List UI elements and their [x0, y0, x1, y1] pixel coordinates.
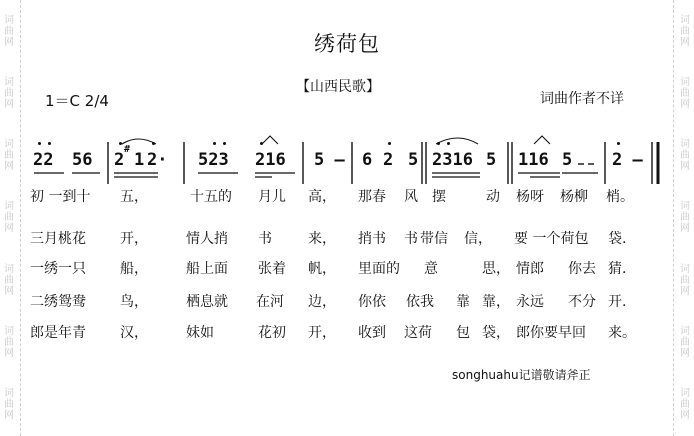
lyric-seg: 书: [404, 231, 418, 247]
note: 5: [562, 150, 573, 170]
note-hold: 5 –: [314, 150, 345, 170]
song-title: 绣荷包: [314, 32, 380, 56]
lyric-seg: 栖息就: [186, 294, 228, 310]
lyric-seg: 开.: [608, 294, 627, 310]
lyric-seg: 思，: [482, 261, 510, 277]
octave-dot: [48, 142, 51, 145]
slur: [436, 138, 478, 144]
note-group: 116: [518, 150, 549, 170]
lyric-seg: 靠: [456, 294, 470, 310]
watermark-mark: 词 曲 网: [680, 139, 690, 173]
lyric-seg: 那春: [358, 189, 386, 205]
lyric-seg: 帆，: [308, 261, 336, 277]
note-group: 22: [33, 150, 54, 170]
lyric-seg: 里面的: [358, 261, 400, 277]
lyric-line-2: [0, 228, 694, 250]
lyric-seg: 永远: [516, 294, 544, 310]
lyric-seg: 三月桃花: [30, 231, 86, 247]
left-watermark-strip: [1, 0, 17, 436]
watermark-mark: 词 曲 网: [680, 263, 690, 297]
lyric-seg: 猜.: [608, 261, 627, 277]
octave-dot: [213, 142, 216, 145]
lyric-seg: 梢。: [606, 189, 634, 205]
lyric-seg: 开，: [308, 325, 336, 341]
watermark-mark: 词 曲 网: [4, 139, 14, 173]
lyric-seg: 郎是年青: [30, 325, 86, 341]
watermark-mark: 词 曲 网: [4, 76, 14, 110]
lyric-seg: 船，: [120, 261, 148, 277]
lyric-seg: 依我: [406, 294, 434, 310]
lyric-seg: 来，: [308, 231, 336, 247]
lyric-line-3: [0, 258, 694, 280]
watermark-mark: 词 曲 网: [680, 76, 690, 110]
lyric-seg: 初 一到十: [30, 189, 91, 205]
lyric-seg: 杨呀: [516, 189, 544, 205]
octave-dot: [437, 142, 440, 145]
lyric-seg: 风: [404, 189, 418, 205]
lyric-seg: 鸟，: [120, 294, 148, 310]
lyric-seg: 袋，: [482, 325, 510, 341]
lyric-seg: 靠，: [482, 294, 510, 310]
lyric-seg: 张着: [258, 261, 286, 277]
note: 2: [114, 150, 125, 170]
lyric-seg: 带信: [420, 231, 448, 247]
lyric-seg: 船上面: [186, 261, 228, 277]
lyric-line-4: [0, 291, 694, 313]
lyric-line-5: [0, 322, 694, 344]
lyric-seg: 边，: [308, 294, 336, 310]
watermark-mark: 词 曲 网: [680, 14, 690, 48]
note: 5: [486, 150, 497, 170]
watermark-mark: 词 曲 网: [4, 201, 14, 235]
song-origin: 【山西民歌】: [296, 79, 380, 95]
lyric-seg: 郎你要早回: [516, 325, 586, 341]
octave-dot: [388, 142, 391, 145]
octave-dot: [260, 142, 263, 145]
lyric-seg: 动: [486, 189, 500, 205]
note: 6: [362, 150, 373, 170]
watermark-mark: 词 曲 网: [4, 388, 14, 422]
note-group: 2316: [432, 150, 473, 170]
lyric-seg: 二绣鸳鸯: [30, 294, 86, 310]
left-margin-line: [20, 0, 21, 436]
key-signature: 1＝C 2/4: [45, 92, 109, 110]
watermark-mark: 词 曲 网: [4, 14, 14, 48]
lyric-seg: 花初: [258, 325, 286, 341]
watermark-mark: 词 曲 网: [680, 326, 690, 360]
note-group: 523: [198, 150, 229, 170]
watermark-mark: 词 曲 网: [680, 388, 690, 422]
lyric-seg: 不分: [568, 294, 596, 310]
lyric-line-1: [0, 186, 694, 208]
note-group: 56: [72, 150, 93, 170]
watermark-mark: 词 曲 网: [680, 201, 690, 235]
lyric-seg: 情人捎: [186, 231, 228, 247]
octave-dot: [447, 142, 450, 145]
notation-staff: [0, 128, 694, 188]
slur-caret: [262, 136, 278, 144]
octave-dot: [223, 142, 226, 145]
lyric-seg: 信，: [464, 231, 492, 247]
right-margin-line: [673, 0, 674, 436]
lyric-seg: 妹如: [186, 325, 214, 341]
octave-dot: [119, 142, 122, 145]
lyric-seg: 五，: [120, 189, 148, 205]
lyric-seg: 袋.: [608, 231, 627, 247]
lyric-seg: 收到: [358, 325, 386, 341]
lyric-seg: 你去: [568, 261, 596, 277]
lyric-seg: 月儿: [258, 189, 286, 205]
note-dotted: 2·: [147, 150, 168, 170]
lyric-seg: 开，: [120, 231, 148, 247]
octave-dot: [38, 142, 41, 145]
lyric-seg: 在河: [256, 294, 284, 310]
lyric-seg: 包: [456, 325, 470, 341]
slur-caret: [534, 136, 550, 144]
lyric-seg: 汉，: [120, 325, 148, 341]
lyric-seg: 意: [424, 261, 438, 277]
lyric-seg: 这荷: [404, 325, 432, 341]
sharp-sign: #: [124, 144, 131, 155]
note-hold: 2 –: [612, 150, 643, 170]
transcriber-credit: songhuahu记谱敬请斧正: [452, 368, 591, 382]
right-watermark-strip: [677, 0, 693, 436]
lyric-seg: 摆: [432, 189, 446, 205]
lyric-seg: 杨柳: [560, 189, 588, 205]
note: 5: [408, 150, 419, 170]
octave-dot: [617, 142, 620, 145]
lyric-seg: 书: [258, 231, 272, 247]
note: 2: [383, 150, 394, 170]
author-note: 词曲作者不详: [540, 91, 624, 107]
lyric-seg: 十五的: [190, 189, 232, 205]
lyric-seg: 捎书: [358, 231, 386, 247]
lyric-seg: 高，: [308, 189, 336, 205]
octave-dot: [152, 142, 155, 145]
note-group: 216: [255, 150, 286, 170]
lyric-seg: 要 一个荷包: [514, 231, 589, 247]
lyric-seg: 一绣一只: [30, 261, 86, 277]
watermark-mark: 词 曲 网: [4, 263, 14, 297]
lyric-seg: 你依: [358, 294, 386, 310]
watermark-mark: 词 曲 网: [4, 326, 14, 360]
lyric-seg: 情郎: [516, 261, 544, 277]
notation-lines: [0, 128, 694, 188]
lyric-seg: 来。: [608, 325, 636, 341]
note: 1: [134, 150, 145, 170]
